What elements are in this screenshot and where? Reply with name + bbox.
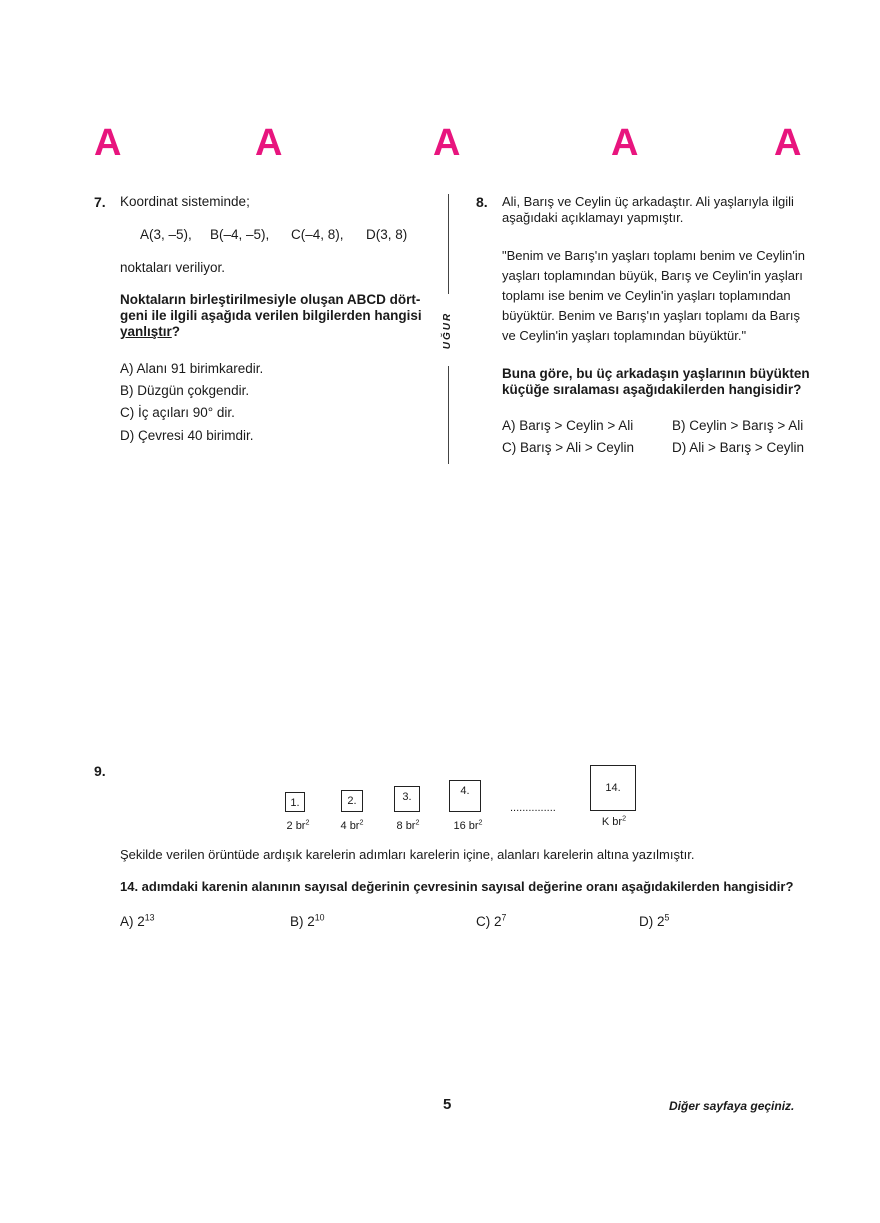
q8-intro-line2: aşağıdaki açıklamayı yapmıştır. (502, 210, 684, 225)
q8-question-line2: küçüğe sıralaması aşağıdakilerden hangisidir? (502, 382, 802, 397)
q8-option-c[interactable]: C) Barış > Ali > Ceylin (502, 440, 635, 455)
q8-quote-line5: ve Ceylin'in yaşları toplamından büyüktür." (502, 328, 747, 343)
q7-number: 7. (94, 194, 106, 210)
q9-question: 14. adımdaki karenin alanının sayısal değerinin çevresinin sayısal değerine oranı aşağıdakilerden hangisidir? (120, 879, 794, 894)
divider-label: UĞUR (442, 311, 454, 349)
q8-question-line1: Buna göre, bu üç arkadaşın yaşlarının büyükten (502, 366, 810, 381)
pattern-area-3: 8 $br^2$ (396, 818, 420, 832)
booklet-letter: A (255, 122, 283, 164)
q7-option-b[interactable]: B) Düzgün çokgendir. (120, 383, 250, 398)
q7-question-line2: geni ile ilgili aşağıda verilen bilgilerden hangisi (120, 308, 422, 323)
pattern-square-3: 3. (394, 786, 420, 812)
q7-option-c[interactable]: C) İç açıları 90° dir. (120, 405, 235, 420)
q7-point-b: B(–4, –5), (210, 227, 270, 242)
q9-description: Şekilde verilen örüntüde ardışık karelerin adımları karelerin içine, alanları karelerin altına yazılmıştır. (120, 847, 695, 862)
q9-option-b[interactable]: B) $2^{10}$ (290, 912, 325, 929)
q7-question-line1: Noktaların birleştirilmesiyle oluşan ABCD dört- (120, 292, 421, 307)
booklet-letter: A (611, 122, 639, 164)
q7-option-a[interactable]: A) Alanı 91 birimkaredir. (120, 361, 264, 376)
pattern-square-4: 4. (449, 780, 481, 812)
q8-intro-line1: Ali, Barış ve Ceylin üç arkadaştır. Ali yaşlarıyla ilgili (502, 194, 794, 209)
pattern-area-1: 2 $br^2$ (286, 818, 310, 832)
q7-option-d[interactable]: D) Çevresi 40 birimdir. (120, 428, 254, 443)
booklet-letter: A (433, 122, 461, 164)
pattern-square-14: 14. (590, 765, 636, 811)
q9-number: 9. (94, 763, 106, 779)
next-page-note: Diğer sayfaya geçiniz. (669, 1099, 795, 1113)
q8-option-b[interactable]: B) Ceylin > Barış > Ali (672, 418, 804, 433)
column-divider-bottom (448, 366, 449, 464)
q8-quote-line1: "Benim ve Barış'ın yaşları toplamı benim ve Ceylin'in (502, 248, 805, 263)
q8-quote-line2: yaşları toplamından büyük, Barış ve Ceylin'in yaşları (502, 268, 803, 283)
pattern-area-2: 4 $br^2$ (340, 818, 364, 832)
q9-option-d[interactable]: D) $2^5$ (639, 912, 670, 929)
q8-option-d[interactable]: D) Ali > Barış > Ceylin (672, 440, 805, 455)
booklet-letter: A (94, 122, 122, 164)
pattern-square-1: 1. (285, 792, 305, 812)
q7-question-emph: yanlıştır (120, 324, 172, 339)
q9-option-c[interactable]: C) $2^7$ (476, 912, 507, 929)
q7-point-a: A(3, –5), (140, 227, 192, 242)
q8-number: 8. (476, 194, 488, 210)
pattern-area-14: K $br^2$ (601, 814, 627, 828)
pattern-area-4: 16 $br^2$ (453, 818, 483, 832)
booklet-letter: A (774, 122, 802, 164)
pattern-square-2: 2. (341, 790, 363, 812)
page-number: 5 (443, 1096, 452, 1113)
pattern-ellipsis: ............... (510, 802, 556, 814)
q8-quote-line3: toplamı ise benim ve Ceylin'in yaşları toplamından (502, 288, 791, 303)
q7-given: noktaları veriliyor. (120, 260, 226, 275)
q7-point-d: D(3, 8) (366, 227, 408, 242)
q7-point-c: C(–4, 8), (291, 227, 344, 242)
q7-question-line3 (120, 322, 180, 342)
q8-option-a[interactable]: A) Barış > Ceylin > Ali (502, 418, 634, 433)
q8-quote-line4: büyüktür. Benim ve Barış'ın yaşları toplamı da Barış (502, 308, 801, 323)
q9-option-a[interactable]: A) $2^{13}$ (120, 912, 155, 929)
q7-question-mark: ? (171, 324, 181, 339)
q7-intro: Koordinat sisteminde; (120, 194, 250, 209)
column-divider-top (448, 194, 449, 294)
